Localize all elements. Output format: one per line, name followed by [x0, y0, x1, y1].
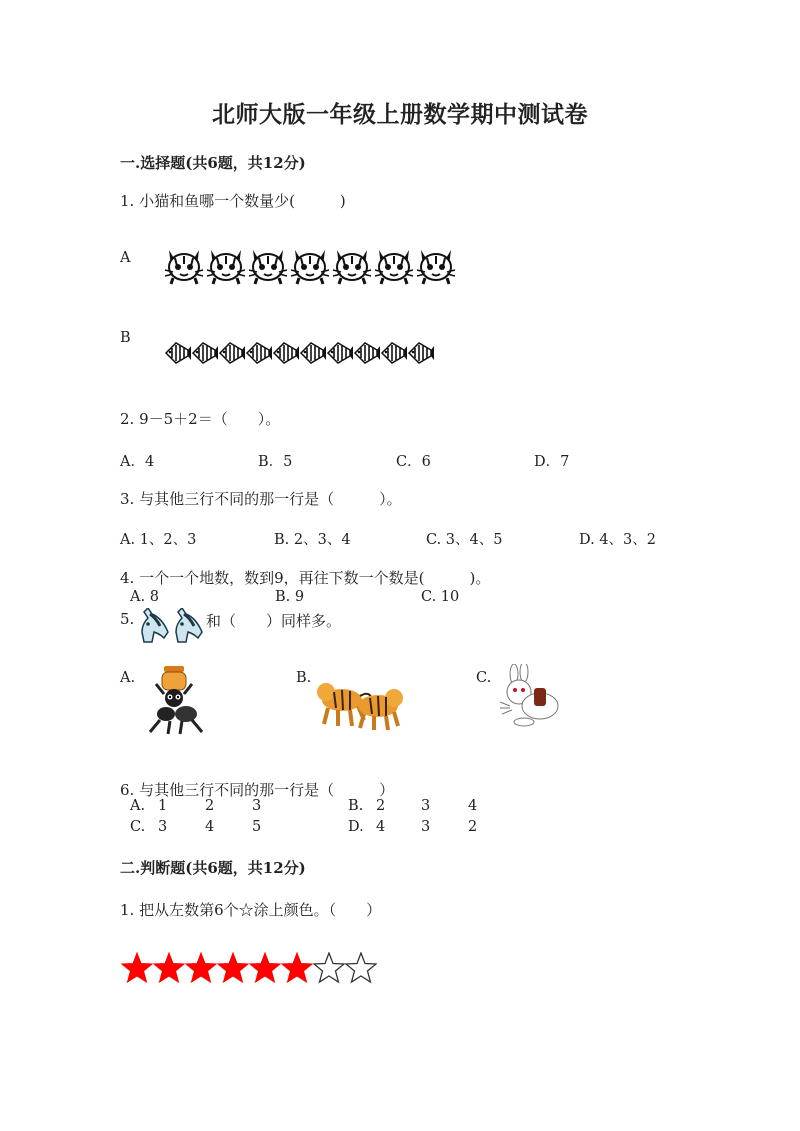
- q4-option-a: A. 8: [130, 589, 159, 605]
- page-title: 北师大版一年级上册数学期中测试卷: [212, 101, 588, 128]
- q3-option-b: B. 2、3、4: [274, 532, 351, 548]
- tf-question-1-stem: 1. 把从左数第6个☆涂上颜色。（ ）: [120, 901, 382, 919]
- q6-cell: 3: [252, 798, 262, 814]
- q2-option-b: B．5: [258, 454, 293, 470]
- q4-option-c: C. 10: [421, 589, 460, 605]
- q6-cell: 5: [252, 819, 262, 835]
- fish-icon: [245, 340, 272, 366]
- q6-cell: 2: [376, 798, 386, 814]
- q6-cell: 4: [468, 798, 478, 814]
- q3-option-d: D. 4、3、2: [579, 532, 657, 548]
- filled-star-icon: [185, 952, 217, 984]
- question-5-number: 5.: [120, 610, 135, 628]
- option-label-a: A: [120, 250, 131, 266]
- q5-option-b-label: B.: [296, 670, 312, 686]
- q6-cell: 1: [158, 798, 168, 814]
- q6-cell: 4: [205, 819, 215, 835]
- fish-icon: [326, 340, 353, 366]
- empty-star-icon: [313, 952, 345, 984]
- filled-star-icon: [249, 952, 281, 984]
- horse-icon: [170, 608, 204, 644]
- section-heading-choice: 一.选择题(共6题，共12分): [120, 154, 306, 172]
- q6-cell: 3: [421, 819, 431, 835]
- filled-star-icon: [281, 952, 313, 984]
- filled-star-icon: [153, 952, 185, 984]
- filled-star-icon: [217, 952, 249, 984]
- q6-cell: 4: [376, 819, 386, 835]
- section-heading-true-false: 二.判断题(共6题，共12分): [120, 859, 306, 877]
- q2-option-d: D．7: [534, 454, 570, 470]
- question-6-stem: 6. 与其他三行不同的那一行是（ ）: [120, 781, 395, 799]
- q5-option-c-label: C.: [476, 670, 492, 686]
- q5-option-a-label: A.: [120, 670, 136, 686]
- cat-icon: [247, 244, 289, 286]
- question-1-stem: 1. 小猫和鱼哪一个数量少( ): [120, 192, 346, 210]
- rabbit-image: [494, 664, 564, 728]
- horse-row: [136, 608, 204, 644]
- q6-cell: 2: [205, 798, 215, 814]
- fish-icon: [191, 340, 218, 366]
- fish-icon: [299, 340, 326, 366]
- fish-icon: [272, 340, 299, 366]
- q6-cell: 3: [421, 798, 431, 814]
- tiger-image: [314, 670, 404, 730]
- q6-cell: B.: [348, 798, 364, 814]
- empty-star-icon: [345, 952, 377, 984]
- cat-icon: [415, 244, 457, 286]
- fish-icon: [218, 340, 245, 366]
- cat-icon: [373, 244, 415, 286]
- q6-cell: 3: [158, 819, 168, 835]
- q4-option-b: B. 9: [275, 589, 305, 605]
- q6-cell: D.: [348, 819, 364, 835]
- filled-star-icon: [121, 952, 153, 984]
- question-3-stem: 3. 与其他三行不同的那一行是（ ）。: [120, 490, 402, 508]
- ant-image: [138, 664, 214, 736]
- q3-option-c: C. 3、4、5: [426, 532, 503, 548]
- star-row: [121, 952, 377, 984]
- fish-icon: [380, 340, 407, 366]
- fish-icon: [353, 340, 380, 366]
- question-2-stem: 2. 9－5＋2＝（ ）。: [120, 410, 281, 428]
- question-5-stem: 和（ ）同样多。: [206, 612, 342, 630]
- q6-cell: C.: [130, 819, 146, 835]
- option-label-b: B: [120, 330, 131, 346]
- question-4-stem: 4. 一个一个地数，数到9，再往下数一个数是( )。: [120, 569, 491, 587]
- cat-icon: [163, 244, 205, 286]
- cat-icon: [205, 244, 247, 286]
- fish-icon: [164, 340, 191, 366]
- q6-cell: A.: [130, 798, 146, 814]
- fish-icon: [407, 340, 434, 366]
- q3-option-a: A. 1、2、3: [120, 532, 197, 548]
- fish-row: [164, 340, 434, 366]
- horse-icon: [136, 608, 170, 644]
- cat-icon: [289, 244, 331, 286]
- q2-option-c: C．6: [396, 454, 431, 470]
- q2-option-a: A．4: [120, 454, 155, 470]
- cat-row: [163, 244, 457, 286]
- q6-cell: 2: [468, 819, 478, 835]
- cat-icon: [331, 244, 373, 286]
